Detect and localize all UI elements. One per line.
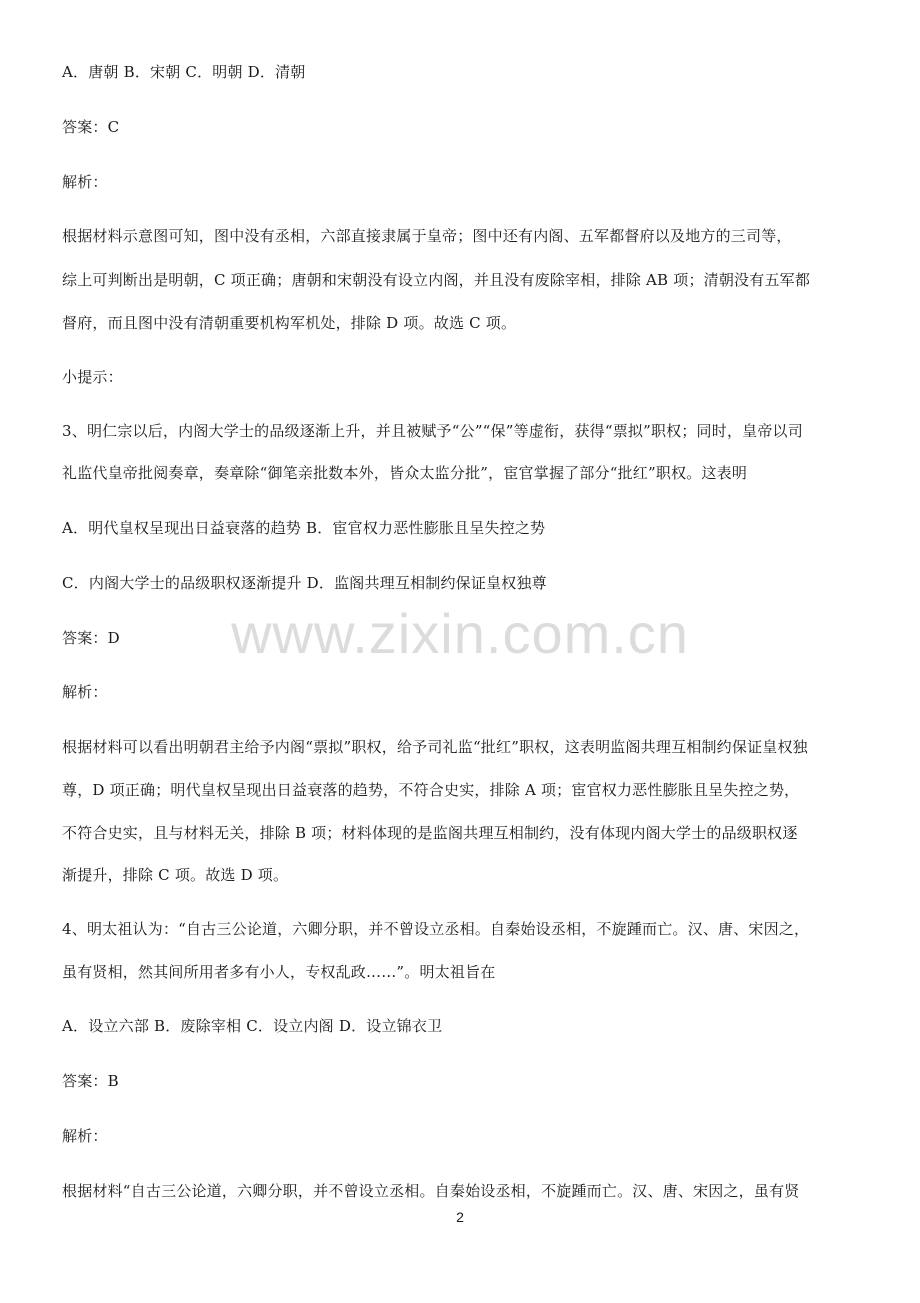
answer-options-line: A．明代皇权呈现出日益衰落的趋势 B．宦官权力恶性膨胀且呈失控之势 bbox=[62, 519, 546, 537]
analysis-text-line: 综上可判断出是明朝，C 项正确；唐朝和宋朝没有设立内阁，并且没有废除宰相，排除 AB 项；清朝没有五军都 bbox=[62, 271, 811, 289]
answer-options-line: C．内阁大学士的品级职权逐渐提升 D．监阁共理互相制约保证皇权独尊 bbox=[62, 574, 547, 592]
question-text-line: 4、明太祖认为：“自古三公论道，六卿分职，并不曾设立丞相。自秦始设丞相，不旋踵而亡。汉、唐、宋因之， bbox=[62, 920, 810, 938]
analysis-text-line: 根据材料示意图可知，图中没有丞相，六部直接隶属于皇帝；图中还有内阁、五军都督府以及地方的三司等， bbox=[62, 227, 792, 245]
tip-label: 小提示： bbox=[62, 368, 123, 386]
question-text-line: 3、明仁宗以后，内阁大学士的品级逐渐上升，并且被赋予“公”“保”等虚衔，获得“票拟”职权；同时，皇帝以司 bbox=[62, 422, 803, 440]
analysis-text-line: 尊，D 项正确；明代皇权呈现出日益衰落的趋势，不符合史实，排除 A 项；宦官权力恶性膨胀且呈失控之势， bbox=[62, 781, 800, 799]
answer-options-line: A．唐朝 B．宋朝 C．明朝 D．清朝 bbox=[62, 63, 306, 81]
analysis-label: 解析： bbox=[62, 173, 108, 191]
page-number: 2 bbox=[456, 1209, 464, 1225]
analysis-text-line: 不符合史实，且与材料无关，排除 B 项；材料体现的是监阁共理互相制约，没有体现内阁大学士的品级职权逐 bbox=[62, 824, 798, 842]
analysis-text-line: 渐提升，排除 C 项。故选 D 项。 bbox=[62, 866, 289, 884]
analysis-text-line: 根据材料“自古三公论道，六卿分职，并不曾设立丞相。自秦始设丞相，不旋踵而亡。汉、唐、宋因之，虽有贤 bbox=[62, 1182, 800, 1200]
analysis-text-line: 督府，而且图中没有清朝重要机构军机处，排除 D 项。故选 C 项。 bbox=[62, 314, 517, 332]
question-text-line: 礼监代皇帝批阅奏章，奏章除“御笔亲批数本外，皆众太监分批”，宦官掌握了部分“批红”职权。这表明 bbox=[62, 464, 748, 482]
analysis-text-line: 根据材料可以看出明朝君主给予内阁“票拟”职权，给予司礼监“批红”职权，这表明监阁共理互相制约保证皇权独 bbox=[62, 738, 808, 756]
question-text-line: 虽有贤相，然其间所用者多有小人，专权乱政……”。明太祖旨在 bbox=[62, 963, 496, 981]
analysis-label: 解析： bbox=[62, 683, 108, 701]
answer-line: 答案：C bbox=[62, 118, 120, 136]
answer-line: 答案：D bbox=[62, 629, 120, 647]
watermark: www.zixin.com.cn bbox=[231, 602, 689, 665]
answer-line: 答案：B bbox=[62, 1072, 119, 1090]
answer-options-line: A．设立六部 B．废除宰相 C．设立内阁 D．设立锦衣卫 bbox=[62, 1017, 443, 1035]
analysis-label: 解析： bbox=[62, 1127, 108, 1145]
